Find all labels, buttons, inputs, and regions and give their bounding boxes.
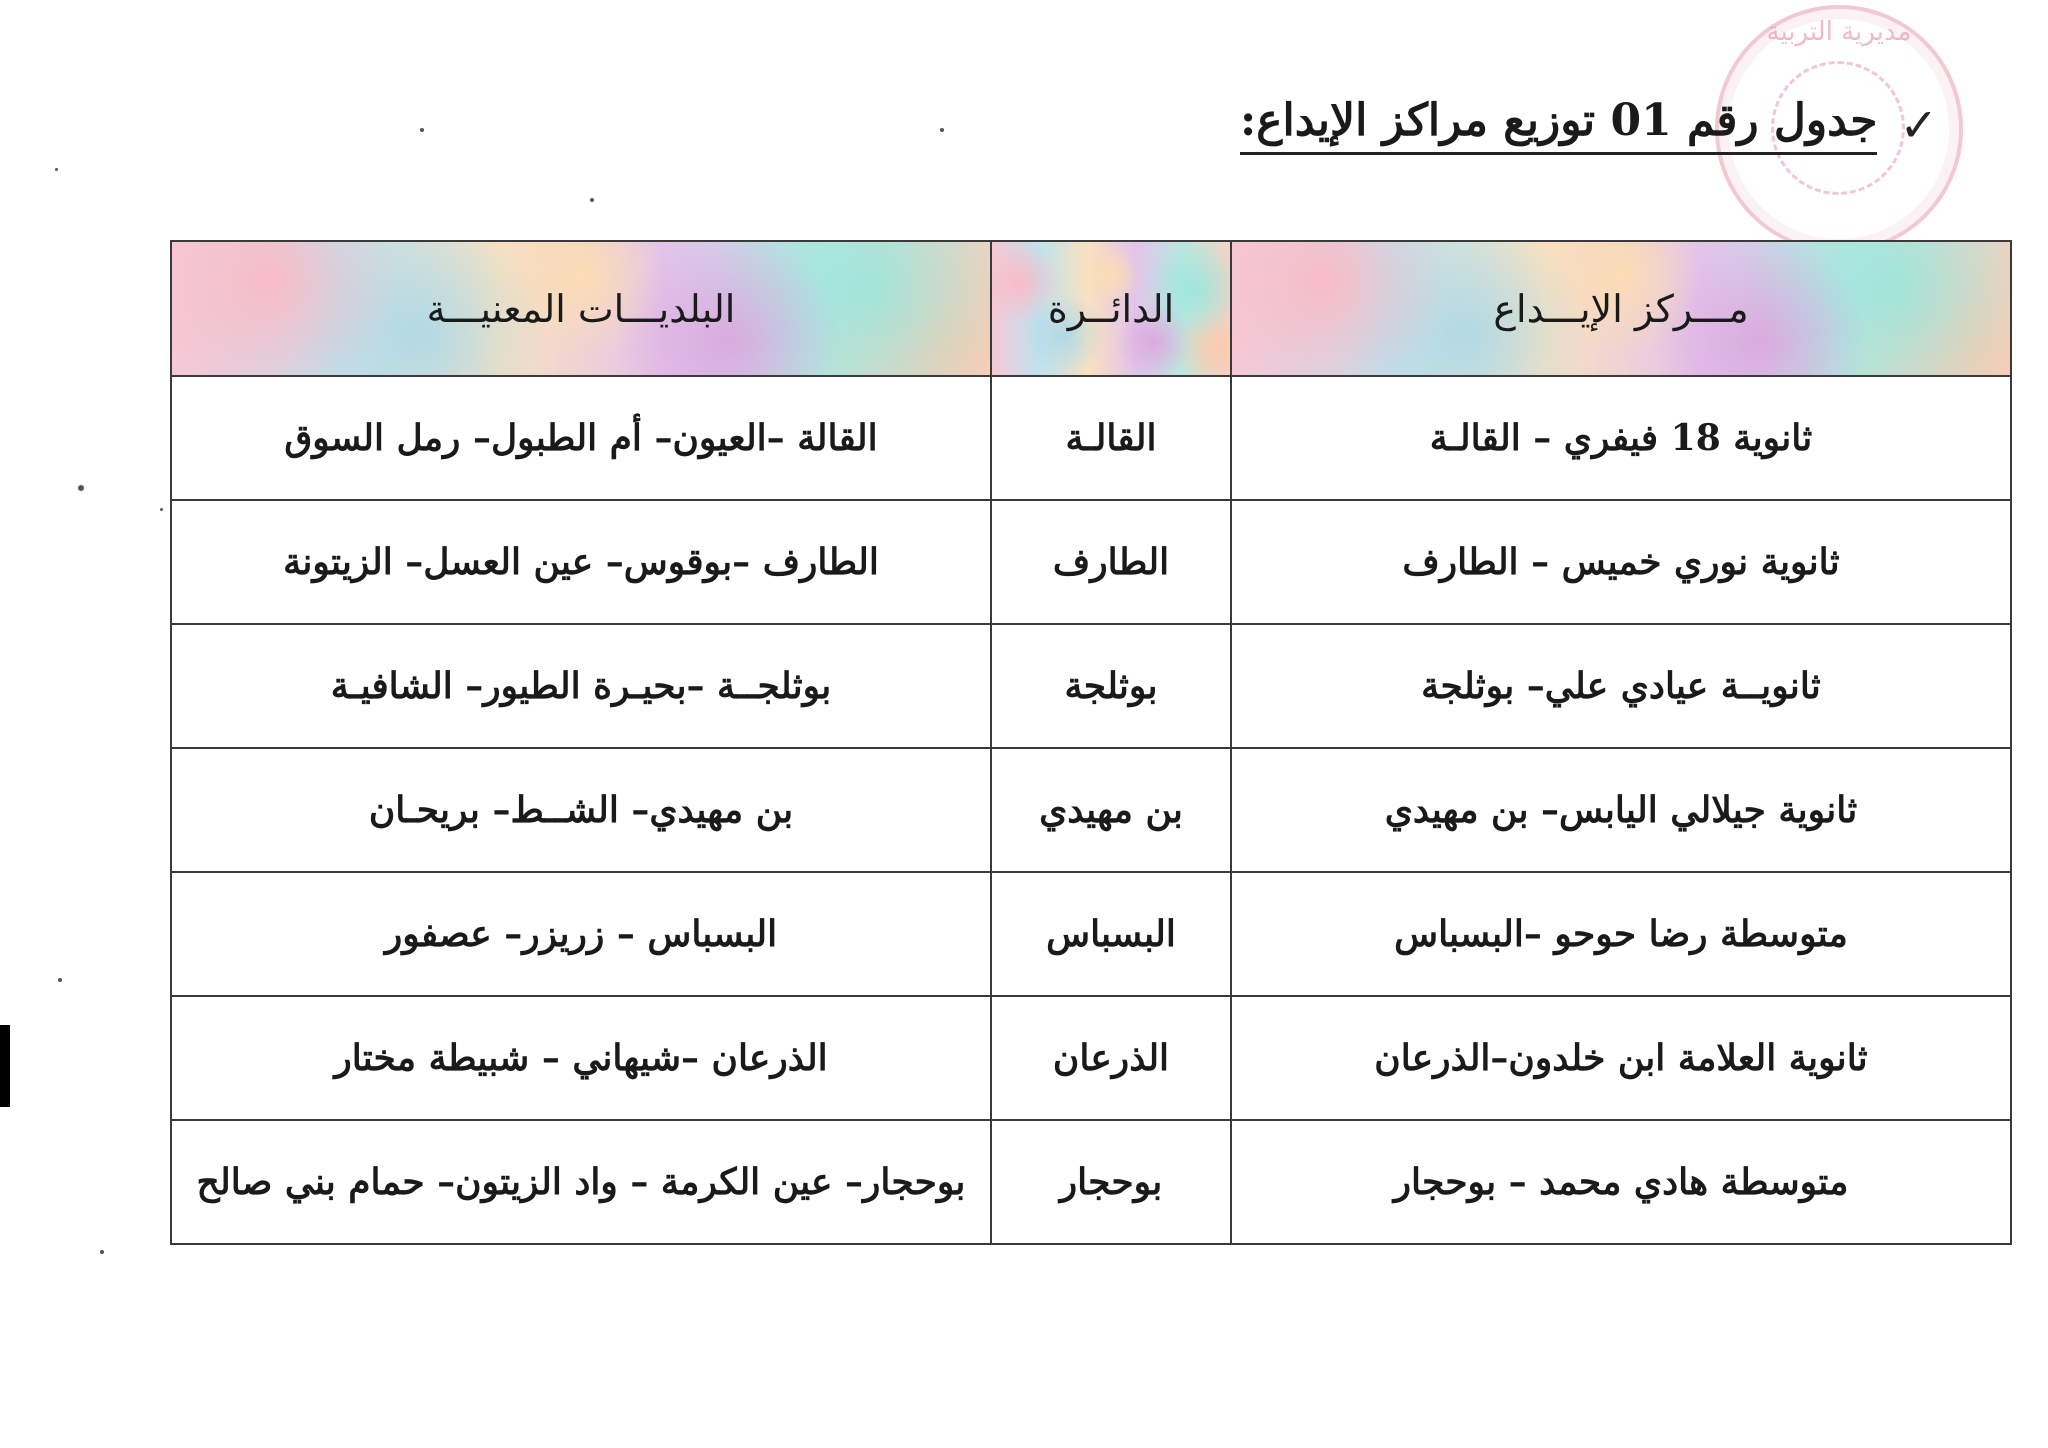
cell-daira: البسباس bbox=[991, 872, 1231, 996]
deposit-centers-table bbox=[170, 240, 2012, 1245]
stamp-text: مديرية التربية bbox=[1766, 17, 1912, 47]
cell-daira: الذرعان bbox=[991, 996, 1231, 1120]
scan-speck bbox=[78, 485, 84, 491]
checkmark-icon: ✓ bbox=[1899, 98, 1938, 152]
cell-communes: بن مهيدي– الشــط– بريحـان bbox=[171, 748, 991, 872]
cell-center: ثانويــة عيادي علي– بوثلجة bbox=[1231, 624, 2011, 748]
cell-daira: القالـة bbox=[991, 376, 1231, 500]
cell-communes: البسباس – زريزر– عصفور bbox=[171, 872, 991, 996]
scan-speck bbox=[160, 508, 163, 511]
scan-speck bbox=[590, 198, 594, 202]
cell-center: ثانوية جيلالي اليابس– بن مهيدي bbox=[1231, 748, 2011, 872]
table-header-row bbox=[171, 241, 2011, 376]
scan-speck bbox=[420, 128, 424, 132]
scan-speck bbox=[940, 128, 944, 132]
scan-speck bbox=[58, 978, 62, 982]
scan-speck bbox=[55, 168, 58, 171]
cell-communes: القالة –العيون– أم الطبول– رمل السوق bbox=[171, 376, 991, 500]
cell-center: متوسطة رضا حوحو –البسباس bbox=[1231, 872, 2011, 996]
cell-daira: الطارف bbox=[991, 500, 1231, 624]
table-heading bbox=[1240, 95, 1938, 155]
cell-center: ثانوية نوري خميس – الطارف bbox=[1231, 500, 2011, 624]
cell-daira: بوثلجة bbox=[991, 624, 1231, 748]
cell-daira: بوحجار bbox=[991, 1120, 1231, 1244]
table-row bbox=[171, 872, 2011, 996]
cell-daira: بن مهيدي bbox=[991, 748, 1231, 872]
table-row bbox=[171, 748, 2011, 872]
header-center: مـــركز الإيـــداع bbox=[1231, 241, 2011, 376]
cell-communes: الطارف –بوقوس– عين العسل– الزيتونة bbox=[171, 500, 991, 624]
table-row bbox=[171, 996, 2011, 1120]
cell-communes: بوثلجــة –بحيـرة الطيور– الشافيـة bbox=[171, 624, 991, 748]
deposit-table-container bbox=[170, 240, 2010, 1245]
cell-center: ثانوية 18 فيفري – القالـة bbox=[1231, 376, 2011, 500]
cell-communes: الذرعان –شيهاني – شبيطة مختار bbox=[171, 996, 991, 1120]
scan-speck bbox=[100, 1250, 104, 1254]
table-row bbox=[171, 1120, 2011, 1244]
cell-communes: بوحجار– عين الكرمة – واد الزيتون– حمام بني صالح bbox=[171, 1120, 991, 1244]
header-daira: الدائــرة bbox=[991, 241, 1231, 376]
cell-center: متوسطة هادي محمد – بوحجار bbox=[1231, 1120, 2011, 1244]
cell-center: ثانوية العلامة ابن خلدون–الذرعان bbox=[1231, 996, 2011, 1120]
table-row bbox=[171, 500, 2011, 624]
table-row bbox=[171, 624, 2011, 748]
scan-edge-mark bbox=[0, 1025, 10, 1107]
heading-title: جدول رقم 01 توزيع مراكز الإيداع: bbox=[1240, 95, 1877, 155]
header-communes: البلديـــات المعنيـــة bbox=[171, 241, 991, 376]
table-row bbox=[171, 376, 2011, 500]
